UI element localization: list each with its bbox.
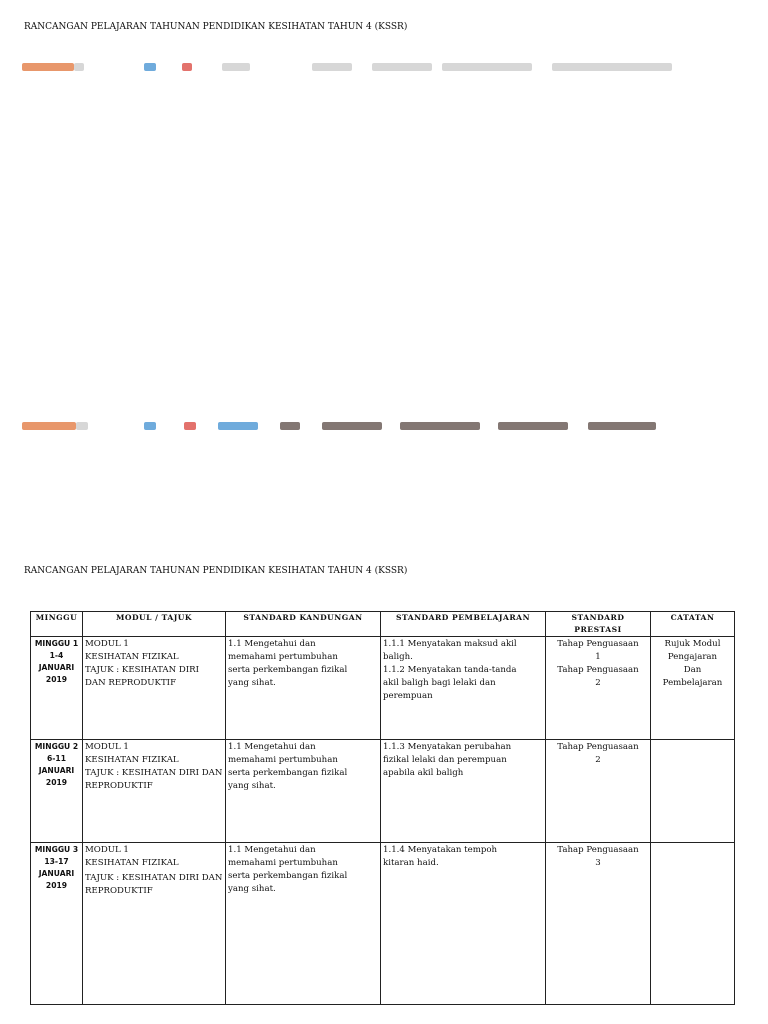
pembelajaran-line: akil baligh bagi lelaki dan (383, 678, 496, 688)
pembelajaran-cell (381, 637, 546, 740)
pembelajaran-line: 1.1.4 Menyatakan tempoh (383, 845, 498, 855)
kandungan-line: serta perkembangan fizikal (228, 871, 348, 881)
pembelajaran-line: 1.1.1 Menyatakan maksud akil (383, 639, 517, 649)
banner-color-block (588, 422, 656, 430)
banner-color-block (442, 63, 532, 71)
modul-line: TAJUK : KESIHATAN DIRI (85, 665, 200, 675)
banner-color-block (184, 422, 196, 430)
modul-cell (83, 843, 226, 1005)
catatan-line: Dan (683, 665, 702, 675)
week-cell (31, 740, 83, 843)
week-label: MINGGU 3 (34, 845, 79, 854)
modul-line: TAJUK : KESIHATAN DIRI DAN (85, 873, 223, 883)
column-header-standard-pembelajaran: STANDARD PEMBELAJARAN (381, 612, 546, 637)
week-days: 6-11 (46, 754, 66, 763)
modul-line: MODUL 1 (85, 845, 129, 855)
lesson-plan-table (30, 611, 735, 1005)
pembelajaran-line: apabila akil baligh (383, 768, 464, 778)
column-header-minggu: MINGGU (31, 612, 83, 637)
kandungan-cell (226, 637, 381, 740)
banner-color-block (182, 63, 192, 71)
week-month: JANUARI (38, 766, 75, 775)
column-header-modul-tajuk: MODUL / TAJUK (83, 612, 226, 637)
table-row (31, 843, 735, 1005)
week-cell (31, 843, 83, 1005)
banner-color-block (76, 422, 88, 430)
prestasi-line: Tahap Penguasaan (557, 665, 639, 675)
column-header-standard-kandungan: STANDARD KANDUNGAN (226, 612, 381, 637)
prestasi-line: Tahap Penguasaan (557, 742, 639, 752)
banner-color-block (322, 422, 382, 430)
banner-color-block (74, 63, 84, 71)
modul-line: REPRODUKTIF (85, 886, 153, 896)
pembelajaran-cell (381, 740, 546, 843)
banner-color-block (312, 63, 352, 71)
table-row (31, 740, 735, 843)
kandungan-line: memahami pertumbuhan (228, 858, 338, 868)
banner-color-block (280, 422, 300, 430)
modul-line: KESIHATAN FIZIKAL (85, 652, 179, 662)
modul-cell (83, 637, 226, 740)
prestasi-line: Tahap Penguasaan (557, 639, 639, 649)
pembelajaran-line: baligh. (383, 652, 413, 662)
week-year: 2019 (45, 881, 68, 890)
banner-color-block (372, 63, 432, 71)
prestasi-cell (546, 843, 651, 1005)
banner-color-block (144, 63, 156, 71)
kandungan-line: 1.1 Mengetahui dan (228, 845, 316, 855)
banner-color-block (22, 422, 76, 430)
modul-cell (83, 740, 226, 843)
week-year: 2019 (45, 675, 68, 684)
kandungan-line: memahami pertumbuhan (228, 652, 338, 662)
week-month: JANUARI (38, 663, 75, 672)
pembelajaran-line: kitaran haid. (383, 858, 439, 868)
modul-line: KESIHATAN FIZIKAL (85, 755, 179, 765)
pembelajaran-line: perempuan (383, 691, 433, 701)
column-header-catatan: CATATAN (651, 612, 735, 637)
prestasi-line: 1 (595, 652, 601, 662)
prestasi-line: 2 (595, 755, 601, 765)
catatan-cell (651, 740, 735, 843)
kandungan-line: memahami pertumbuhan (228, 755, 338, 765)
week-month: JANUARI (38, 869, 75, 878)
prestasi-cell (546, 637, 651, 740)
week-cell (31, 637, 83, 740)
pembelajaran-cell (381, 843, 546, 1005)
week-year: 2019 (45, 778, 68, 787)
banner-color-block (400, 422, 480, 430)
modul-line: TAJUK : KESIHATAN DIRI DAN (85, 768, 223, 778)
kandungan-line: 1.1 Mengetahui dan (228, 639, 316, 649)
modul-line: MODUL 1 (85, 742, 129, 752)
pembelajaran-line: 1.1.2 Menyatakan tanda-tanda (383, 665, 517, 675)
prestasi-line: 3 (595, 858, 601, 868)
banner-image-strip-top (22, 63, 678, 71)
kandungan-line: yang sihat. (228, 781, 276, 791)
column-header-standard-prestasi: STANDARD PRESTASI (546, 612, 651, 637)
prestasi-line: Tahap Penguasaan (557, 845, 639, 855)
catatan-line: Pengajaran (667, 652, 718, 662)
banner-color-block (552, 63, 672, 71)
prestasi-line: 2 (595, 678, 601, 688)
kandungan-line: serta perkembangan fizikal (228, 665, 348, 675)
week-days: 1-4 (49, 651, 64, 660)
pembelajaran-line: 1.1.3 Menyatakan perubahan (383, 742, 512, 752)
banner-color-block (22, 63, 74, 71)
banner-color-block (144, 422, 156, 430)
kandungan-line: serta perkembangan fizikal (228, 768, 348, 778)
modul-line: DAN REPRODUKTIF (85, 678, 177, 688)
week-label: MINGGU 1 (34, 639, 79, 648)
document-title-mid: RANCANGAN PELAJARAN TAHUNAN PENDIDIKAN KESIHATAN TAHUN 4 (KSSR) (24, 566, 408, 576)
catatan-line: Pembelajaran (662, 678, 723, 688)
table-row (31, 637, 735, 740)
catatan-line: Rujuk Modul (664, 639, 721, 649)
modul-line: KESIHATAN FIZIKAL (85, 858, 179, 868)
modul-line: MODUL 1 (85, 639, 129, 649)
banner-color-block (498, 422, 568, 430)
kandungan-cell (226, 740, 381, 843)
week-label: MINGGU 2 (34, 742, 79, 751)
week-days: 13-17 (44, 857, 69, 866)
modul-line: REPRODUKTIF (85, 781, 153, 791)
kandungan-line: yang sihat. (228, 678, 276, 688)
banner-image-strip-bottom (22, 422, 678, 430)
kandungan-cell (226, 843, 381, 1005)
catatan-cell (651, 843, 735, 1005)
kandungan-line: 1.1 Mengetahui dan (228, 742, 316, 752)
pembelajaran-line: fizikal lelaki dan perempuan (383, 755, 507, 765)
prestasi-cell (546, 740, 651, 843)
document-title-top: RANCANGAN PELAJARAN TAHUNAN PENDIDIKAN KESIHATAN TAHUN 4 (KSSR) (24, 22, 408, 32)
banner-color-block (218, 422, 258, 430)
catatan-cell (651, 637, 735, 740)
table-header-row (31, 612, 735, 637)
banner-color-block (222, 63, 250, 71)
kandungan-line: yang sihat. (228, 884, 276, 894)
